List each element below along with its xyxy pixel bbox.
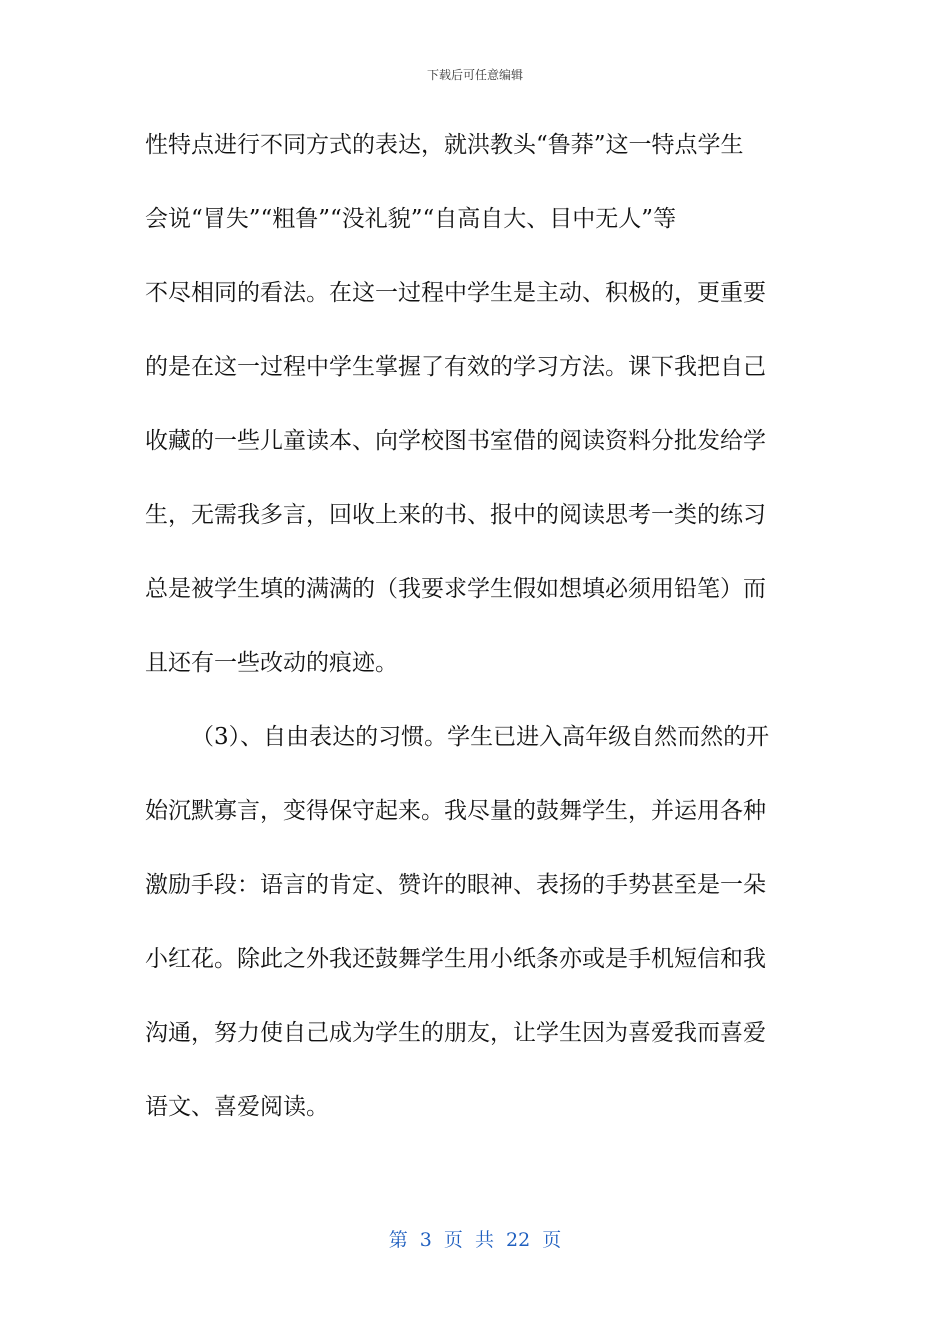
text-line: 不尽相同的看法。在这一过程中学生是主动、积极的，更重要 (145, 280, 766, 306)
document-body (145, 120, 805, 1156)
page-number-footer: 第 3 页 共 22 页 (388, 1229, 562, 1251)
text-line: 沟通，努力使自己成为学生的朋友，让学生因为喜爱我而喜爱 (145, 1020, 766, 1046)
text-line: 且还有一些改动的痕迹。 (145, 650, 398, 676)
text-line: 的是在这一过程中学生掌握了有效的学习方法。课下我把自己 (145, 354, 766, 380)
text-line: 激励手段：语言的肯定、赞许的眼神、表扬的手势甚至是一朵 (145, 872, 766, 898)
page-header: 下载后可任意编辑 (426, 68, 523, 82)
text-line: 语文、喜爱阅读。 (145, 1094, 329, 1120)
text-line: 小红花。除此之外我还鼓舞学生用小纸条亦或是手机短信和我 (145, 946, 766, 972)
text-line: 会说“冒失”“粗鲁”“没礼貌”“自高自大、目中无人”等 (145, 206, 677, 232)
text-line: 总是被学生填的满满的（我要求学生假如想填必须用铅笔）而 (145, 576, 766, 602)
text-line: 性特点进行不同方式的表达，就洪教头“鲁莽”这一特点学生 (145, 132, 744, 158)
text-line: 生，无需我多言，回收上来的书、报中的阅读思考一类的练习 (145, 502, 766, 528)
text-line: 收藏的一些儿童读本、向学校图书室借的阅读资料分批发给学 (145, 428, 766, 454)
text-line: 始沉默寡言，变得保守起来。我尽量的鼓舞学生，并运用各种 (145, 798, 766, 824)
paragraph-start-line: （3）、自由表达的习惯。学生已进入高年级自然而然的开 (191, 724, 770, 750)
